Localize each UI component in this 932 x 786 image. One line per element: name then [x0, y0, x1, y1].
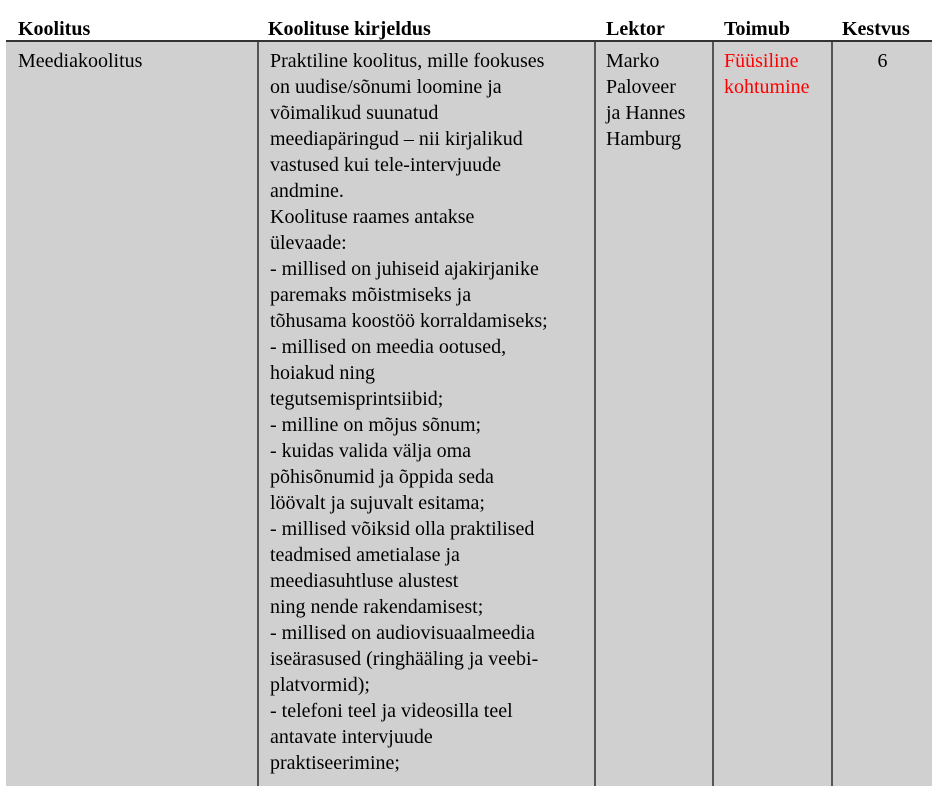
kirjeldus-line: - milline on mõjus sõnum;: [270, 414, 482, 436]
kirjeldus-line: - kuidas valida välja oma: [270, 440, 472, 462]
kirjeldus-line: meediapäringud – nii kirjalikud: [270, 128, 523, 150]
kirjeldus-line: vastused kui tele-intervjuude: [270, 154, 502, 176]
header-toimub: Toimub: [724, 18, 790, 40]
kirjeldus-line: - millised võiksid olla praktilised: [270, 518, 535, 540]
koolitus-name: Meediakoolitus: [18, 50, 143, 72]
lektor-line: Paloveer: [606, 76, 676, 98]
cell-koolitus: [6, 42, 257, 786]
lektor-line: ja Hannes: [606, 102, 686, 124]
training-table: [6, 0, 932, 786]
lektor-line: Hamburg: [606, 128, 682, 150]
cell-kirjeldus: [257, 42, 594, 786]
lektor-line: Marko: [606, 50, 660, 72]
kirjeldus-line: antavate intervjuude: [270, 726, 433, 748]
kirjeldus-line: teadmised ametialase ja: [270, 544, 460, 566]
header-koolitus: Koolitus: [18, 18, 91, 40]
kirjeldus-line: iseärasused (ringhääling ja veebi-: [270, 648, 539, 670]
kestvus-value: 6: [877, 50, 888, 72]
header-kirjeldus: Koolituse kirjeldus: [268, 18, 431, 40]
cell-toimub: [712, 42, 831, 786]
kirjeldus-line: hoiakud ning: [270, 362, 375, 384]
kirjeldus-line: Koolituse raames antakse: [270, 206, 475, 228]
kirjeldus-line: põhisõnumid ja õppida seda: [270, 466, 494, 488]
table-row: [6, 42, 932, 786]
cell-kestvus: [831, 42, 932, 786]
kirjeldus-line: meediasuhtluse alustest: [270, 570, 459, 592]
table-header-row: [6, 0, 932, 42]
cell-lektor: [594, 42, 712, 786]
kirjeldus-line: - millised on meedia ootused,: [270, 336, 507, 358]
kirjeldus-line: ning nende rakendamisest;: [270, 596, 484, 618]
kirjeldus-line: on uudise/sõnumi loomine ja: [270, 76, 502, 98]
header-lektor: Lektor: [606, 18, 665, 40]
toimub-line: Füüsiline: [724, 50, 799, 72]
kirjeldus-line: tõhusama koostöö korraldamiseks;: [270, 310, 548, 332]
kirjeldus-line: - millised on juhiseid ajakirjanike: [270, 258, 539, 280]
kirjeldus-line: praktiseerimine;: [270, 752, 400, 774]
kirjeldus-line: paremaks mõistmiseks ja: [270, 284, 472, 306]
kirjeldus-line: Praktiline koolitus, mille fookuses: [270, 50, 545, 72]
toimub-line: kohtumine: [724, 76, 810, 98]
kirjeldus-line: võimalikud suunatud: [270, 102, 439, 124]
kirjeldus-line: ülevaade:: [270, 232, 347, 254]
kirjeldus-line: andmine.: [270, 180, 344, 202]
kirjeldus-line: - millised on audiovisuaalmeedia: [270, 622, 535, 644]
kirjeldus-line: - telefoni teel ja videosilla teel: [270, 700, 513, 722]
kirjeldus-line: platvormid);: [270, 674, 370, 696]
header-kestvus: Kestvus: [842, 18, 910, 40]
kirjeldus-line: tegutsemisprintsiibid;: [270, 388, 444, 410]
kirjeldus-line: löövalt ja sujuvalt esitama;: [270, 492, 485, 514]
